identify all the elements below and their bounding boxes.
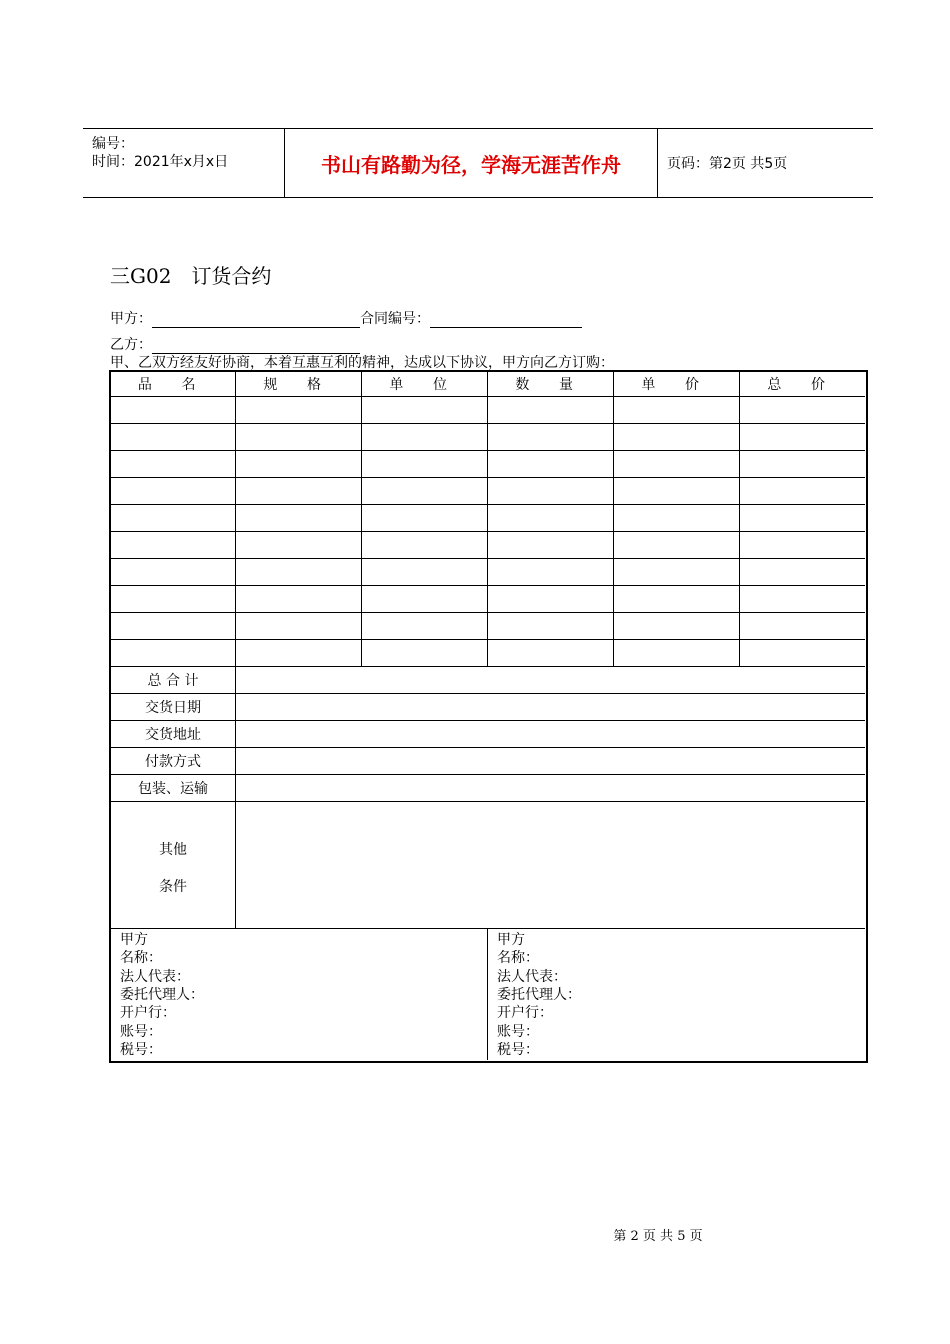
time-label: 时间：2021年x月x日 [92,154,229,170]
signature-line: 法人代表： [120,968,190,985]
item-cell[interactable] [614,586,740,613]
item-cell[interactable] [236,559,362,586]
item-cell[interactable] [740,532,865,559]
item-cell[interactable] [111,397,236,424]
summary-label-text: 包装、运输 [138,781,208,797]
item-cell[interactable] [111,532,236,559]
item-cell[interactable] [111,451,236,478]
contract-no-field[interactable] [430,312,582,328]
signature-line: 开户行： [497,1005,553,1022]
item-cell[interactable] [488,586,614,613]
summary-label-text: 交货地址 [145,727,201,743]
item-cell[interactable] [236,532,362,559]
item-cell[interactable] [362,586,488,613]
item-cell[interactable] [111,424,236,451]
item-cell[interactable] [362,613,488,640]
page-footer: 第 2 页 共 5 页 [613,1229,703,1244]
item-cell[interactable] [362,559,488,586]
item-cell[interactable] [362,451,488,478]
contract-no-label: 合同编号： [360,311,430,327]
column-header [488,372,614,397]
item-cell[interactable] [740,586,865,613]
summary-value-field[interactable] [236,748,865,775]
summary-label-text: 交货日期 [145,700,201,716]
signature-line: 账号： [497,1023,539,1040]
signature-line: 法人代表： [497,968,567,985]
item-cell[interactable] [236,586,362,613]
item-cell[interactable] [740,424,865,451]
party-b-label: 乙方： [110,337,152,353]
header-meta-cell [83,129,285,197]
summary-label [111,775,236,802]
item-cell[interactable] [740,505,865,532]
column-header-label: 品 名 [137,377,209,393]
item-cell[interactable] [614,451,740,478]
item-cell[interactable] [236,478,362,505]
summary-label-text: 付款方式 [145,754,201,770]
summary-label [111,721,236,748]
column-header [614,372,740,397]
item-cell[interactable] [488,613,614,640]
signature-line: 甲方 [120,932,148,948]
document-code: 三G02 [110,264,172,288]
item-cell[interactable] [488,640,614,667]
item-cell[interactable] [236,613,362,640]
summary-value-field[interactable] [236,775,865,802]
order-table [109,370,868,1063]
document-title [110,260,271,289]
item-cell[interactable] [236,505,362,532]
column-header [236,372,362,397]
column-header-label: 单 位 [389,377,460,393]
header-motto: 书山有路勤为径，学海无涯苦作舟 [285,129,658,197]
column-header-label: 规 格 [263,377,334,393]
column-header [111,372,236,397]
summary-label-text: 总 合 计 [147,673,199,689]
other-terms-field[interactable] [236,802,865,929]
signature-line: 委托代理人： [120,986,204,1003]
item-cell[interactable] [614,532,740,559]
signature-line: 税号： [497,1041,539,1058]
page-header [83,128,873,198]
party-a-line [110,308,582,328]
item-cell[interactable] [488,451,614,478]
number-label: 编号： [92,136,134,152]
party-b-line [110,334,360,354]
item-cell[interactable] [362,397,488,424]
column-header [740,372,865,397]
item-cell[interactable] [362,505,488,532]
item-cell[interactable] [614,478,740,505]
intro-text: 甲、乙双方经友好协商，本着互惠互利的精神，达成以下协议，甲方向乙方订购： [110,355,614,371]
item-cell[interactable] [488,397,614,424]
item-cell[interactable] [111,586,236,613]
item-cell[interactable] [362,424,488,451]
signature-line: 税号： [120,1041,162,1058]
item-cell[interactable] [614,424,740,451]
signature-line: 开户行： [120,1005,176,1022]
item-cell[interactable] [488,505,614,532]
item-cell[interactable] [614,505,740,532]
summary-value-field[interactable] [236,694,865,721]
item-cell[interactable] [614,559,740,586]
summary-value-field[interactable] [236,667,865,694]
summary-label [111,667,236,694]
column-header-label: 数 量 [515,377,586,393]
item-cell[interactable] [740,451,865,478]
other-terms-label [111,802,236,929]
signature-line: 账号： [120,1023,162,1040]
item-cell[interactable] [740,397,865,424]
summary-label [111,694,236,721]
item-cell[interactable] [111,640,236,667]
header-page-info: 页码：第2页 共5页 [667,156,788,172]
item-cell[interactable] [740,640,865,667]
item-cell[interactable] [362,532,488,559]
item-cell[interactable] [236,424,362,451]
other-label-1: 其他 [159,842,187,858]
party-a-field[interactable] [152,312,360,328]
item-cell[interactable] [488,478,614,505]
signature-line: 名称： [497,950,539,967]
item-cell[interactable] [740,559,865,586]
item-cell[interactable] [111,478,236,505]
item-cell[interactable] [614,397,740,424]
item-cell[interactable] [614,640,740,667]
party-a-signature-block [111,929,488,1060]
item-cell[interactable] [111,559,236,586]
item-cell[interactable] [488,424,614,451]
party-a-label: 甲方： [110,311,152,327]
signature-line: 委托代理人： [497,986,581,1003]
item-cell[interactable] [614,613,740,640]
item-cell[interactable] [236,451,362,478]
item-cell[interactable] [740,478,865,505]
column-header-label: 总 价 [767,377,838,393]
item-cell[interactable] [362,478,488,505]
document-name: 订货合约 [191,264,272,288]
item-cell[interactable] [111,613,236,640]
column-header [362,372,488,397]
signature-line: 甲方 [497,932,525,948]
item-cell[interactable] [488,532,614,559]
summary-value-field[interactable] [236,721,865,748]
column-header-label: 单 价 [641,377,712,393]
signature-line: 名称： [120,950,162,967]
item-cell[interactable] [362,640,488,667]
item-cell[interactable] [236,640,362,667]
summary-label [111,748,236,775]
item-cell[interactable] [740,613,865,640]
other-label-2: 条件 [159,879,187,895]
party-b-signature-block [488,929,865,1060]
item-cell[interactable] [236,397,362,424]
item-cell[interactable] [488,559,614,586]
item-cell[interactable] [111,505,236,532]
